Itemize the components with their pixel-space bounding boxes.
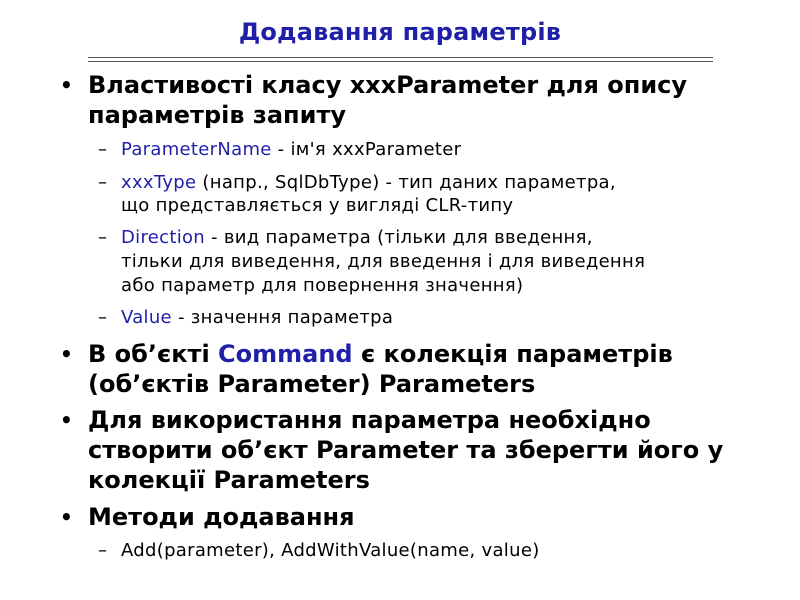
bullet-text: колекції Parameters xyxy=(88,466,370,494)
keyword: ParameterName xyxy=(121,139,272,160)
bullet-text: Методи додавання xyxy=(88,503,355,531)
title-underline xyxy=(88,57,713,58)
subitem-text: ParameterName - ім'я xxxParameter xyxy=(121,139,462,160)
bullet-icon: • xyxy=(60,73,73,97)
bullet-text: (об’єктів Parameter) Parameters xyxy=(88,370,536,398)
dash-icon: – xyxy=(98,172,107,193)
bullet-text: параметрів запиту xyxy=(88,101,346,129)
subitem-text: Direction - вид параметра (тільки для введення, xyxy=(121,227,593,248)
subitem-text: xxxType (напр., SqlDbType) - тип даних параметра, xyxy=(121,172,616,193)
bullet-text: В об’єкті Command є колекція параметрів xyxy=(88,340,673,368)
subitem-text: тільки для виведення, для введення і для виведення xyxy=(121,251,646,272)
bullet-icon: • xyxy=(60,408,73,432)
title-underline xyxy=(88,61,713,62)
bullet-text: Для використання параметра необхідно xyxy=(88,406,651,434)
subitem-text: що представляється у вигляді CLR-типу xyxy=(121,195,514,216)
subitem-text: або параметр для повернення значення) xyxy=(121,275,524,296)
bullet-text: Властивості класу xxxParameter для опису xyxy=(88,71,688,99)
slide-title: Додавання параметрів xyxy=(238,18,562,46)
dash-icon: – xyxy=(98,139,107,160)
keyword: xxxType xyxy=(121,172,197,193)
keyword: Command xyxy=(218,340,353,368)
bullet-icon: • xyxy=(60,505,73,529)
bullet-text: створити об’єкт Parameter та зберегти його у xyxy=(88,436,724,464)
subitem-text: Add(parameter), AddWithValue(name, value) xyxy=(121,540,540,561)
bullet-icon: • xyxy=(60,342,73,366)
subitem-text: Value - значення параметра xyxy=(121,307,394,328)
dash-icon: – xyxy=(98,227,107,248)
keyword: Direction xyxy=(121,227,206,248)
dash-icon: – xyxy=(98,540,107,561)
keyword: Value xyxy=(121,307,172,328)
dash-icon: – xyxy=(98,307,107,328)
